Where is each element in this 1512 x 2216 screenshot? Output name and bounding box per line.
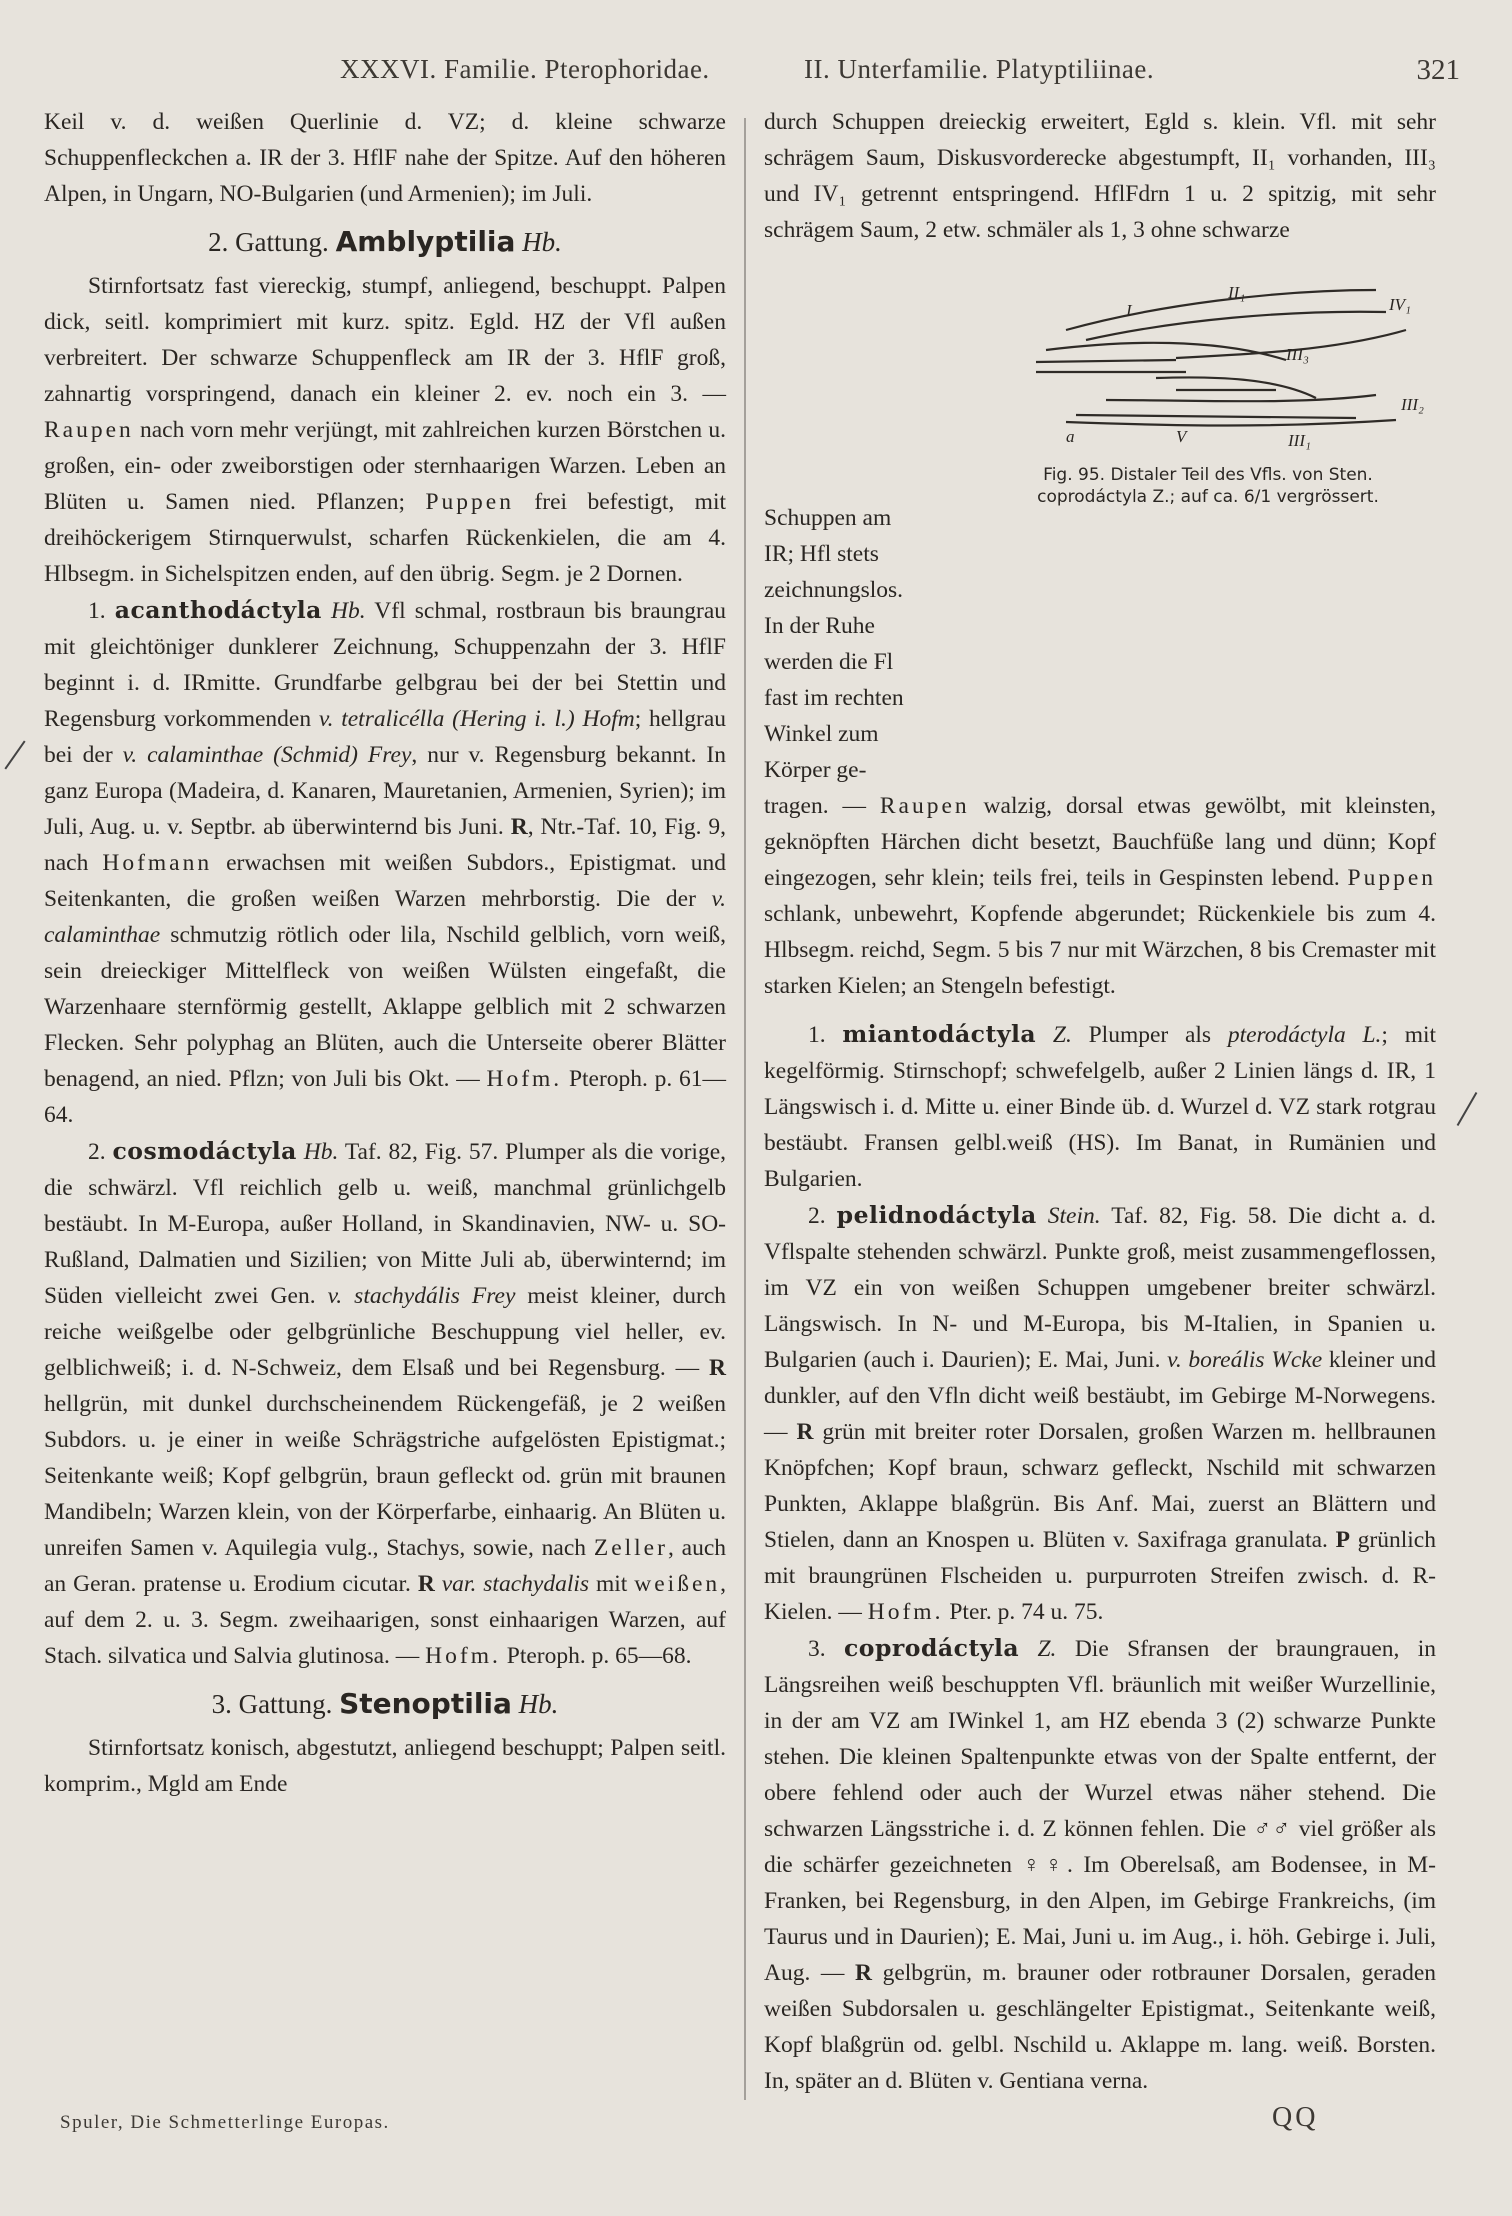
- species-author: Z.: [1052, 1022, 1072, 1048]
- text: ; hellgrau bei der: [44, 706, 727, 768]
- abbr-raupe: R: [855, 1960, 872, 1986]
- genus-number: 2. Gattung.: [208, 227, 329, 257]
- term-puppen: Puppen: [425, 489, 514, 515]
- author-ref: Hofm.: [486, 1066, 563, 1092]
- abbr-puppe: P: [1335, 1527, 1350, 1553]
- text: tragen. —: [764, 793, 866, 819]
- vein-label: IV₁: [1389, 295, 1411, 314]
- species-entry-cosmodactyla: [44, 1133, 726, 1674]
- species-number: 1.: [88, 598, 106, 624]
- species-name: pelidnodáctyla: [836, 1201, 1037, 1229]
- vein-label: III₂: [1401, 395, 1424, 414]
- text-line: werden die Fl: [764, 649, 894, 675]
- header-right: II. Unterfamilie. Platyptiliinae.: [804, 54, 1155, 84]
- species-number: 2.: [88, 1139, 106, 1165]
- text: Plumper als: [1088, 1022, 1212, 1048]
- species-author: Hb.: [330, 598, 366, 624]
- text-line: Schuppen am: [764, 505, 892, 531]
- genus-heading-amblyptilia: [44, 224, 726, 260]
- text: mit: [595, 1571, 628, 1597]
- species-name: cosmodáctyla: [112, 1137, 297, 1165]
- genus-description: Stirnfortsatz konisch, abgestutzt, anliegend beschuppt; Palpen seitl. komprim., Mgld am Ende: [44, 1735, 726, 1797]
- text: grünlich mit braungrünen Flscheiden u. purpurroten Streifen zwisch. d. R-Kielen. —: [764, 1527, 1436, 1625]
- margin-pencil-mark: [4, 741, 25, 770]
- text-line: fast im rechten: [764, 685, 904, 711]
- species-entry-coprodactyla: [764, 1630, 1436, 2099]
- text: , Ntr.-Taf. 10, Fig. 9, nach: [44, 814, 727, 876]
- column-divider: [744, 118, 746, 2100]
- text: Vfl schmal, rostbraun bis braungrau mit gleichtöniger dunklerer Zeichnung, Schuppenzahn der 3. HflF beginnt i. d. IRmitte. Grundfarbe gelbgrau bei der bei Stettin und Regensburg vorkommenden: [44, 598, 726, 732]
- text: Pteroph. p. 65—68.: [506, 1643, 692, 1669]
- species-author: Hb.: [303, 1139, 339, 1165]
- text: walzig, dorsal etwas gewölbt, mit kleinsten, geknöpften Härchen dicht besetzt, Bauchfüße lang und dünn; Kopf eingezogen, sehr klein; teils frei, teils in Gespinsten lebend.: [764, 793, 1437, 891]
- variety-name: v. calaminthae (Schmid) Frey: [122, 742, 412, 768]
- paragraph: Keil v. d. weißen Querlinie d. VZ; d. kleine schwarze Schuppenfleckchen a. IR der 3. HflF nahe der Spitze. Auf den höheren Alpen, in Ungarn, NO-Bulgarien (und Armenien); im Juli.: [44, 109, 726, 207]
- text: Stirnfortsatz fast viereckig, stumpf, anliegend, beschuppt. Palpen dick, seitl. komprimiert mit kurz. spitz. Egld. HZ der Vfl außen verbreitert. Der schwarze Schuppenfleck am IR der 3. HflF groß, zahnartig vorspringend, danach ein kleiner 2. ev. noch ein 3. —: [44, 273, 726, 407]
- text: frei befestigt, mit dreihöckerigem Stirnquerwulst, scharfen Rückenkielen, die am 4. Hlbsegm. in Sichelspitzen enden, auf den übrig. Segm. je 2 Dornen.: [44, 489, 727, 587]
- text: erwachsen mit weißen Subdors., Epistigmat. und Seitenkanten, die großen weißen Warzen mehrborstig. Die der: [44, 850, 727, 912]
- text: gelbgrün, m. brauner oder rotbrauner Dorsalen, geraden weißen Subdorsalen u. geschlängelter Epistigmat., Seitenkante weiß, Kopf blaßgrün od. gelbl. Nschild u. Aklappe m. lang. weiß. Borsten. In, später an d. Blüten v. Gentiana verna.: [764, 1960, 1437, 2094]
- text: , auf dem 2. u. 3. Segm. zweihaarigen, sonst einhaarigen Warzen, auf Stach. silvatica und Salvia glutinosa. —: [44, 1571, 727, 1669]
- genus-description: [44, 268, 726, 592]
- right-column: [764, 104, 1436, 2099]
- abbr-raupe: R: [510, 814, 528, 840]
- text-line: Winkel zum: [764, 721, 879, 747]
- term-puppen: Puppen: [1347, 865, 1437, 891]
- species-number: 2.: [808, 1203, 826, 1229]
- text: kleiner und dunkler, auf den Vfln dicht weiß bestäubt, im Gebirge M-Norwegens. —: [764, 1347, 1437, 1445]
- genus-heading-stenoptilia: [44, 1686, 726, 1722]
- text: meist kleiner, durch reiche weißgelbe oder gelbgrünliche Beschuppung viel heller, ev. gelblichweiß; i. d. N-Schweiz, dem Elsaß und bei Regensburg. —: [44, 1283, 727, 1381]
- genus-description-cont: [764, 788, 1436, 1004]
- figure-caption: [978, 464, 1436, 508]
- imprint-footer: Spuler, Die Schmetterlinge Europas.: [60, 2112, 390, 2133]
- caption-line: coprodáctyla Z.; auf ca. 6/1 vergrössert.: [1037, 487, 1379, 507]
- text: Taf. 82, Fig. 57. Plumper als die vorige, die schwärzl. Vfl reichlich gelb u. weiß, manchmal grünlichgelb bestäubt. In M-Europa, außer Holland, in Skandinavien, NW- u. SO-Rußland, Dalmatien und Sizilien; von Mitte Juli ab, überwinternd; im Süden vielleicht zwei Gen.: [44, 1139, 727, 1309]
- header-left: XXXVI. Familie. Pterophoridae.: [340, 54, 710, 84]
- text: Taf. 82, Fig. 58. Die dicht a. d. Vflspalte stehenden schwärzl. Punkte groß, meist zusammengeflossen, im VZ ein von weißen Schuppen umgebener breiter schwärzl. Längswisch. In N- und M-Europa, bis M-Italien, in Spanien u. Bulgarien (auch i. Daurien); E. Mai, Juni.: [764, 1203, 1437, 1373]
- species-entry-pelidnodactyla: [764, 1197, 1436, 1630]
- running-header: [40, 54, 1460, 94]
- text: schlank, unbewehrt, Kopfende abgerundet; Rückenkiele bis zum 4. Hlbsegm. reichd, Segm. 5 bis 7 nur mit Wärzchen, 8 bis Cremaster mit starken Kielen; an Stengeln befestigt.: [764, 901, 1436, 999]
- wing-venation-drawing: [976, 250, 1436, 460]
- variety-name: var. stachydalis: [441, 1571, 590, 1597]
- vein-label: III₃: [1286, 345, 1309, 364]
- text-line: In der Ruhe: [764, 613, 875, 639]
- vein-label: V: [1176, 427, 1187, 446]
- text: nach vorn mehr verjüngt, mit zahlreichen kurzen Börstchen u. großen, ein- oder zweiborstigen oder sternhaarigen Warzen. Leben an Blüten u. Samen nied. Pflanzen;: [44, 417, 726, 515]
- text: , nur v. Regensburg bekannt. In ganz Europa (Madeira, d. Kanaren, Mauretanien, Armenien, Syrien); im Juli, Aug. u. v. Septbr. ab überwinternd bis Juni.: [44, 742, 726, 840]
- author-ref: Zeller: [593, 1535, 668, 1561]
- genus-author: Hb.: [522, 227, 562, 257]
- abbr-raupe: R: [796, 1419, 814, 1445]
- variety-name: v. stachydális Frey: [327, 1283, 516, 1309]
- figure-wrap-block: [764, 248, 1436, 788]
- species-entry-acanthodactyla: [44, 592, 726, 1133]
- genus-author: Hb.: [518, 1689, 559, 1719]
- wrapped-text: [764, 500, 979, 788]
- figure-95: [976, 250, 1436, 507]
- variety-name: v. tetralicélla (Hering i. l.) Hofm: [318, 706, 635, 732]
- term-raupen: Raupen: [879, 793, 970, 819]
- genus-name: Amblyptilia: [335, 225, 516, 258]
- vein-label: III₁: [1288, 431, 1311, 450]
- text-line: zeichnungslos.: [764, 577, 904, 603]
- species-number: 1.: [808, 1022, 826, 1048]
- species-entry-miantodactyla: [764, 1016, 1436, 1197]
- variety-name: v. calaminthae: [44, 886, 726, 948]
- abbr-raupe: R: [709, 1355, 727, 1381]
- author-ref: Hofmann: [102, 850, 213, 876]
- species-author: Z.: [1037, 1636, 1057, 1662]
- abbr-raupe: R: [417, 1571, 435, 1597]
- left-column: [44, 104, 726, 1802]
- species-number: 3.: [808, 1636, 826, 1662]
- text-line: Körper ge-: [764, 757, 867, 783]
- species-name: miantodáctyla: [842, 1020, 1037, 1048]
- text: Pteroph. p. 61—64.: [44, 1066, 727, 1128]
- text: hellgrün, mit dunkel durchscheinendem Rückengefäß, je 2 weißen Subdors. u. je einer in weiße Schrägstriche aufgelösten Epistigmat.; Seitenkante weiß; Kopf gelbgrün, braun gefleckt od. grün mit braunen Mandibeln; Warzen klein, von der Körperfarbe, einhaarig. An Blüten u. unreifen Samen v. Aquilegia vulg., Stachys, sowie, nach: [44, 1391, 726, 1561]
- variety-name: v. boreális Wcke: [1167, 1347, 1323, 1373]
- term-raupen: Raupen: [44, 417, 134, 443]
- author-ref: Hofm.: [867, 1599, 944, 1625]
- text: ; mit kegelförmig. Stirnschopf; schwefelgelb, außer 2 Linien längs d. IR, 1 Längswisch i. d. Mitte u. einer Binde üb. d. Wurzel d. VZ stark rotgrau bestäubt. Fransen gelbl.weiß (HS). Im Banat, in Rumänien und Bulgarien.: [764, 1022, 1437, 1192]
- genus-number: 3. Gattung.: [211, 1689, 333, 1719]
- page-number: 321: [1416, 54, 1460, 86]
- species-name: coprodáctyla: [844, 1634, 1020, 1662]
- text: Die Sfransen der braungrauen, in Längsreihen weiß beschuppten Vfl. bräunlich mit weißer Wurzellinie, in der am VZ am IWinkel 1, am HZ ebenda 3 (2) schwarze Punkte stehen. Die kleinen Spaltenpunkte etwas von der Spalte entfernt, der obere fehlend oder auch der Wurzel etwas näher stehend. Die schwarzen Längsstriche i. d. Z können fehlen. Die ♂♂ viel größer als die schärfer gezeichneten ♀♀. Im Oberelsaß, am Bodensee, in M-Franken, bei Regensburg, in den Alpen, im Gebirge Frankreichs, (im Taurus und in Daurien); E. Mai, Juni u. im Aug., i. höh. Gebirge i. Juli, Aug. —: [764, 1636, 1437, 1986]
- species-name: acanthodáctyla: [114, 596, 322, 624]
- spaced-word: weißen: [634, 1571, 721, 1597]
- text: schmutzig rötlich oder lila, Nschild gelblich, vorn weiß, sein dreieckiger Mittelfleck von weißen Wülsten eingefaßt, die Warzenhaare sternförmig gestellt, Aklappe gelblich mit 2 schwarzen Flecken. Sehr polyphag an Blüten, auch die Unterseite oberer Blätter benagend, an nied. Pflzn; von Juli bis Okt. —: [44, 922, 726, 1092]
- text-line: IR; Hfl stets: [764, 541, 879, 567]
- margin-pencil-mark: [1457, 1092, 1478, 1126]
- caption-line: Fig. 95. Distaler Teil des Vfls. von Sten.: [1043, 465, 1373, 485]
- species-ref: pterodáctyla L.: [1227, 1022, 1382, 1048]
- vein-label: a: [1066, 427, 1075, 446]
- vein-label: I: [1126, 301, 1132, 320]
- paragraph: durch Schuppen dreieckig erweitert, Egld s. klein. Vfl. mit sehr schrägem Saum, Diskusvorderecke abgestumpft, II₁ vorhanden, III₃ und IV₁ getrennt entspringend. HflFdrn 1 u. 2 spitzig, mit sehr schrägem Saum, 2 etw. schmäler als 1, 3 ohne schwarze: [764, 109, 1436, 243]
- genus-name: Stenoptilia: [339, 1687, 512, 1720]
- signature-mark: QQ: [1272, 2102, 1319, 2133]
- vein-label: II₁: [1228, 283, 1246, 302]
- text: , auch an Geran. pratense u. Erodium cicutar.: [44, 1535, 727, 1597]
- species-author: Stein.: [1047, 1203, 1101, 1229]
- author-ref: Hofm.: [425, 1643, 501, 1669]
- text: Pter. p. 74 u. 75.: [949, 1599, 1104, 1625]
- text: grün mit breiter roter Dorsalen, großen Warzen m. hellbraunen Knöpfchen; Kopf braun, schwarz gefleckt, Nschild mit schwarzen Punkten, Aklappe blaßgrün. Bis Anf. Mai, zuerst an Blättern und Stielen, dann an Knospen u. Blüten v. Saxifraga granulata.: [764, 1419, 1436, 1553]
